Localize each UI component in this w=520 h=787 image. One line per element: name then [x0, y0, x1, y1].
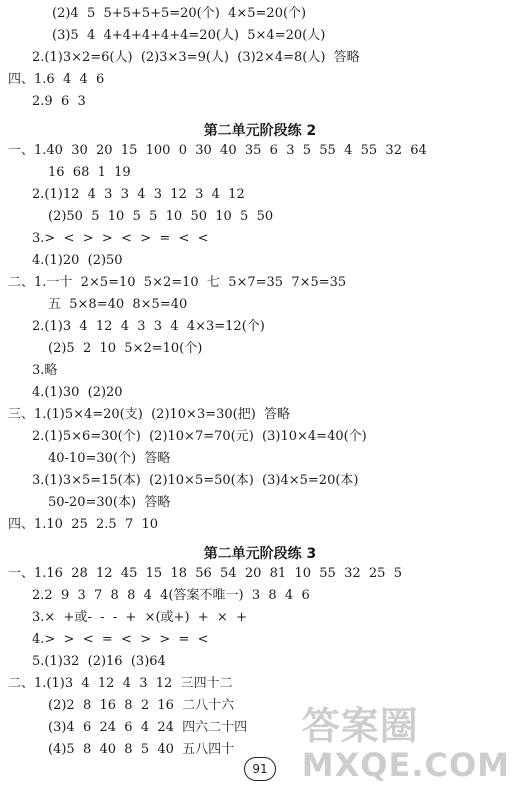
- answer-line: 50-20=30(本) 答略: [48, 495, 171, 510]
- answer-line: 2.2 9 3 7 8 8 4 4(答案不唯一) 3 8 4 6: [32, 588, 310, 603]
- answer-line: (2)5 2 10 5×2=10(个): [48, 341, 203, 356]
- answer-line: 四、1.6 4 4 6: [8, 72, 105, 87]
- answer-line: (3)5 4 4+4+4+4+4=20(人) 5×4=20(人): [52, 28, 326, 43]
- answer-line: (4)5 8 40 8 5 40 五八四十: [48, 742, 235, 757]
- answer-line: 四、1.10 25 2.5 7 10: [8, 517, 159, 532]
- section-heading: 第二单元阶段练 2: [203, 123, 317, 139]
- watermark-text: 答案圈: [301, 704, 419, 748]
- answer-line: 2.(1)3×2=6(人) (2)3×3=9(人) (3)2×4=8(人) 答略: [32, 50, 360, 65]
- answer-line: 2.(1)3 4 12 4 3 3 4 4×3=12(个): [32, 319, 265, 334]
- answer-line: 一、1.16 28 12 45 15 18 56 54 20 81 10 55 32 25 5: [8, 566, 402, 581]
- answer-line: 2.9 6 3: [32, 94, 86, 109]
- answer-line: 二、1.一十 2×5=10 5×2=10 七 5×7=35 7×5=35: [8, 275, 347, 290]
- answer-line: 4.(1)20 (2)50: [32, 253, 123, 268]
- answer-line: (2)4 5 5+5+5+5=20(个) 4×5=20(个): [52, 6, 307, 21]
- page-number: 91: [244, 757, 276, 781]
- answer-line: 3.(1)3×5=15(本) (2)10×5=50(本) (3)4×5=20(本): [32, 473, 359, 488]
- answer-line: 16 68 1 19: [48, 165, 131, 180]
- answer-line: 4.> > < = < > > = <: [32, 632, 209, 647]
- answer-line: 三、1.(1)5×4=20(支) (2)10×3=30(把) 答略: [8, 407, 291, 422]
- answer-line: 一、1.40 30 20 15 100 0 30 40 35 6 3 5 55 4 55 32 64: [8, 143, 427, 158]
- answer-line: 2.(1)12 4 3 3 4 3 12 3 4 12: [32, 187, 245, 202]
- section-heading: 第二单元阶段练 3: [203, 546, 317, 562]
- watermark-url: MXQE.COM: [301, 746, 510, 784]
- answer-line: 3.> < > > < > = < <: [32, 231, 209, 246]
- answer-line: (3)4 6 24 6 4 24 四六二十四: [48, 720, 248, 735]
- answer-line: 3.略: [32, 363, 58, 378]
- answer-line: 4.(1)30 (2)20: [32, 385, 123, 400]
- answer-line: 5.(1)32 (2)16 (3)64: [32, 654, 166, 669]
- answer-line: 3.× +或- - - + ×(或+) + × +: [32, 610, 247, 625]
- watermark-logo: [302, 695, 510, 784]
- answer-line: 五 5×8=40 8×5=40: [48, 297, 188, 312]
- answer-line: (2)2 8 16 8 2 16 二八十六: [48, 698, 235, 713]
- answer-line: 40-10=30(个) 答略: [48, 451, 171, 466]
- answer-line: 二、1.(1)3 4 12 4 3 12 三四十二: [8, 676, 233, 691]
- answer-line: 2.(1)5×6=30(个) (2)10×7=70(元) (3)10×4=40(个): [32, 429, 367, 444]
- answer-line: (2)50 5 10 5 5 10 50 10 5 50: [48, 209, 274, 224]
